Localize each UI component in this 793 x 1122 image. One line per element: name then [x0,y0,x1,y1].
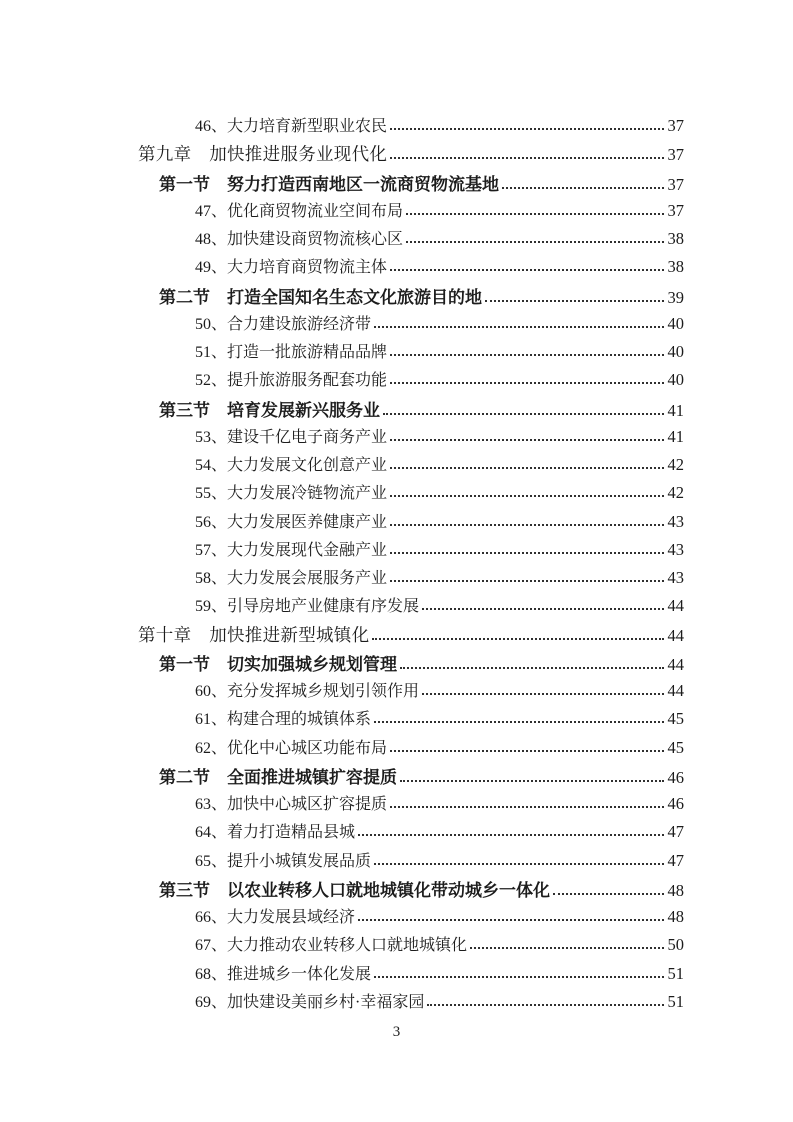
toc-entry [138,480,684,508]
toc-entry-label: 第一节 切实加强城乡规划管理 [159,654,397,674]
dot-leader [406,241,663,243]
toc-entry [138,198,684,226]
toc-entry-label: 第二节 全面推进城镇扩容提质 [159,767,397,787]
toc-entry-page: 37 [667,174,684,194]
dot-leader [400,780,664,782]
table-of-contents [138,113,684,1017]
toc-entry-label: 第二节 打造全国知名生态文化旅游目的地 [159,287,482,307]
toc-entry [138,283,684,311]
toc-entry-label: 51、打造一批旅游精品品牌 [195,344,388,361]
toc-entry [138,932,684,960]
toc-entry-label: 55、大力发展冷链物流产业 [195,485,388,503]
toc-entry [138,706,684,734]
toc-entry-label: 46、大力培育新型职业农民 [195,118,388,135]
dot-leader [358,919,663,921]
toc-entry [138,170,684,198]
toc-entry-page: 47 [667,822,684,842]
dot-leader [390,269,663,271]
toc-entry-page: 39 [667,287,684,307]
toc-entry [138,141,684,169]
toc-entry [138,989,684,1017]
toc-entry-label: 60、充分发挥城乡规划引领作用 [195,683,420,700]
dot-leader [390,524,663,526]
toc-entry [138,424,684,452]
dot-leader [400,667,664,669]
dot-leader [390,750,663,752]
toc-entry [138,396,684,424]
toc-entry [138,593,684,621]
toc-entry [138,622,684,650]
dot-leader [390,439,663,441]
toc-entry-label: 61、构建合理的城镇体系 [195,711,372,729]
toc-entry-page: 44 [667,625,684,645]
dot-leader [485,300,664,302]
toc-entry-page: 42 [667,455,684,474]
toc-entry [138,961,684,989]
toc-entry-page: 38 [667,257,684,277]
dot-leader [390,382,663,384]
toc-entry [138,339,684,367]
toc-entry-page: 41 [667,400,684,420]
toc-entry [138,819,684,847]
dot-leader [502,187,664,189]
toc-entry [138,735,684,763]
toc-entry [138,226,684,254]
toc-entry-page: 48 [667,880,684,900]
toc-entry-label: 第三节 培育发展新兴服务业 [159,400,380,420]
toc-entry-label: 66、大力发展县域经济 [195,909,356,926]
toc-entry-label: 54、大力发展文化创意产业 [195,457,388,474]
toc-entry-page: 46 [667,794,684,813]
toc-entry-page: 41 [667,426,684,446]
dot-leader [422,693,663,695]
toc-entry-label: 56、大力发展医养健康产业 [195,513,388,531]
dot-leader [374,721,663,723]
dot-leader [358,834,663,836]
toc-entry [138,367,684,395]
dot-leader [427,1004,663,1006]
toc-entry-page: 51 [667,963,684,983]
dot-leader [374,326,663,328]
dot-leader [390,806,663,808]
dot-leader [470,947,663,949]
toc-entry-label: 52、提升旅游服务配套功能 [195,372,388,390]
toc-entry-label: 第一节 努力打造西南地区一流商贸物流基地 [159,174,499,194]
toc-entry [138,509,684,537]
toc-entry-page: 50 [667,935,684,955]
toc-entry-label: 58、大力发展会展服务产业 [195,570,388,587]
toc-entry-page: 45 [667,737,684,757]
toc-entry [138,311,684,339]
page-number-footer: 3 [392,1024,401,1040]
toc-entry-label: 64、着力打造精品县城 [195,824,356,842]
toc-entry-label: 50、合力建设旅游经济带 [195,315,372,333]
dot-leader [372,638,663,640]
toc-entry [138,537,684,565]
toc-entry-page: 40 [667,342,684,361]
toc-entry-page: 47 [667,850,684,870]
toc-entry-page: 43 [667,511,684,531]
toc-entry-label: 59、引导房地产业健康有序发展 [195,598,420,616]
dot-leader [374,976,663,978]
dot-leader [390,467,663,469]
dot-leader [390,580,663,582]
toc-entry-label: 47、优化商贸物流业空间布局 [195,202,404,220]
toc-entry-page: 37 [667,116,684,135]
dot-leader [406,213,663,215]
toc-entry [138,254,684,282]
toc-entry-label: 65、提升小城镇发展品质 [195,852,372,870]
dot-leader [390,552,663,554]
toc-entry [138,452,684,480]
dot-leader [390,128,663,130]
toc-entry-page: 38 [667,229,684,248]
toc-entry-page: 44 [667,654,684,674]
dot-leader [422,608,663,610]
toc-entry [138,763,684,791]
toc-entry-label: 53、建设千亿电子商务产业 [195,428,388,446]
toc-entry-label: 第三节 以农业转移人口就地城镇化带动城乡一体化 [159,880,550,900]
toc-entry-page: 45 [667,709,684,729]
toc-entry-page: 40 [667,313,684,333]
toc-entry [138,113,684,141]
toc-entry-page: 44 [667,681,684,700]
dot-leader [390,354,663,356]
toc-entry [138,848,684,876]
dot-leader [374,863,663,865]
toc-entry-label: 57、大力发展现代金融产业 [195,541,388,559]
toc-entry-label: 69、加快建设美丽乡村·幸福家园 [195,993,425,1011]
toc-entry [138,876,684,904]
toc-entry-label: 63、加快中心城区扩容提质 [195,796,388,813]
dot-leader [390,495,663,497]
toc-entry-label: 第九章 加快推进服务业现代化 [138,144,388,165]
toc-entry-label: 67、大力推动农业转移人口就地城镇化 [195,937,468,955]
dot-leader [390,157,663,159]
toc-entry [138,904,684,932]
toc-entry [138,650,684,678]
toc-entry-page: 37 [667,145,684,165]
toc-entry [138,791,684,819]
toc-entry-label: 62、优化中心城区功能布局 [195,739,388,757]
toc-entry-label: 49、大力培育商贸物流主体 [195,259,388,277]
toc-entry [138,565,684,593]
toc-entry-page: 40 [667,370,684,390]
toc-entry-page: 44 [667,596,684,616]
toc-entry-label: 第十章 加快推进新型城镇化 [138,624,370,645]
toc-entry-page: 37 [667,200,684,220]
dot-leader [553,893,664,895]
toc-entry-page: 43 [667,539,684,559]
toc-entry [138,678,684,706]
toc-entry-page: 51 [667,991,684,1011]
toc-entry-page: 48 [667,907,684,926]
toc-entry-page: 42 [667,483,684,503]
toc-entry-label: 68、推进城乡一体化发展 [195,965,372,983]
toc-entry-page: 43 [667,568,684,587]
toc-entry-label: 48、加快建设商贸物流核心区 [195,231,404,248]
toc-entry-page: 46 [667,767,684,787]
dot-leader [383,413,664,415]
